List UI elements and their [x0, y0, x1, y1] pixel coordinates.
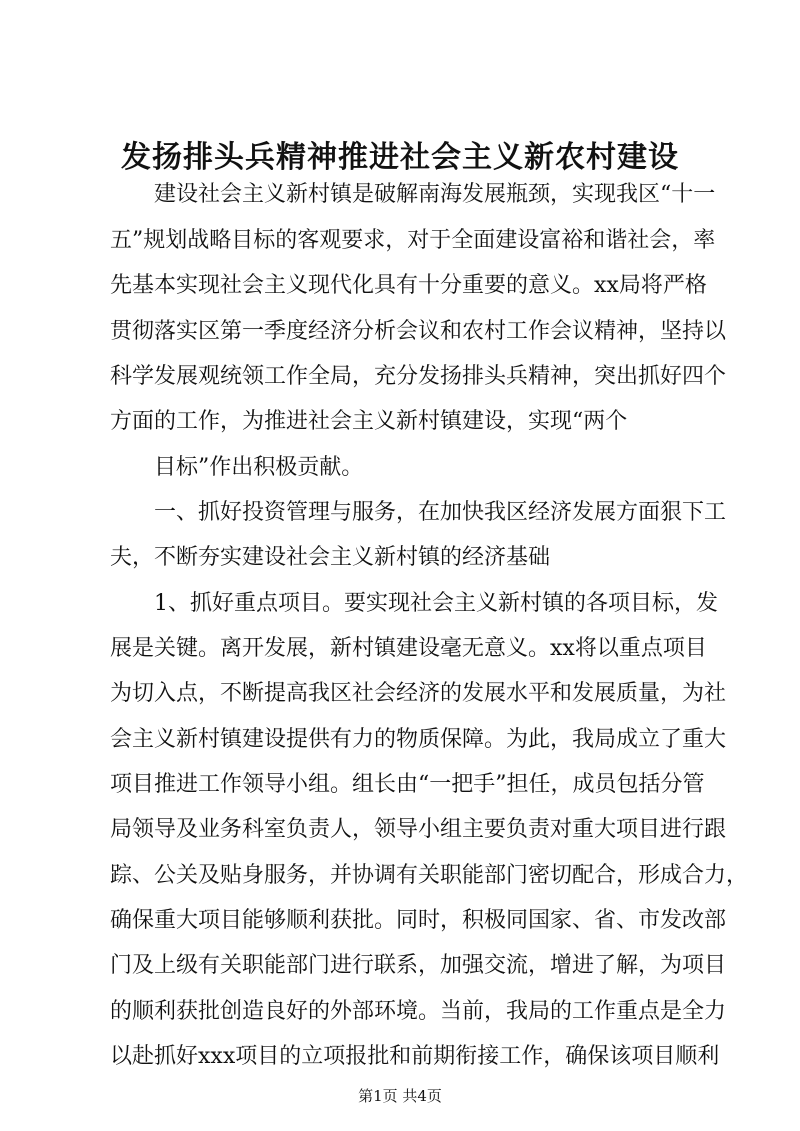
body-line: 会主义新村镇建设提供有力的物质保障。为此，我局成立了重大 [110, 727, 727, 752]
body-line: 夫，不断夯实建设社会主义新村镇的经济基础 [110, 545, 551, 570]
document-title: 发扬排头兵精神推进社会主义新农村建设 [121, 140, 679, 175]
body-line: 的顺利获批创造良好的外部环境。当前，我局的工作重点是全力 [110, 999, 727, 1024]
body-line: 为切入点，不断提高我区社会经济的发展水平和发展质量，为社 [110, 681, 727, 706]
body-line: 门及上级有关职能部门进行联系，加强交流，增进了解，为项目 [110, 953, 727, 978]
body-line: 方面的工作，为推进社会主义新村镇建设，实现“两个 [110, 409, 628, 434]
page-footer: 第1页 共4页 [358, 1087, 442, 1105]
body-line: 踪、公关及贴身服务，并协调有关职能部门密切配合，形成合力， [110, 863, 749, 888]
body-line: 五”规划战略目标的客观要求，对于全面建设富裕和谐社会，率 [110, 228, 716, 253]
body-line: 先基本实现社会主义现代化具有十分重要的意义。xx局将严格 [110, 273, 707, 298]
body-line: 1、抓好重点项目。要实现社会主义新村镇的各项目标，发 [110, 591, 718, 616]
body-line: 展是关键。离开发展，新村镇建设毫无意义。xx将以重点项目 [110, 636, 707, 661]
body-line: 项目推进工作领导小组。组长由“一把手”担任，成员包括分管 [110, 772, 705, 797]
body-line: 建设社会主义新村镇是破解南海发展瓶颈，实现我区“十一 [110, 182, 716, 207]
body-line: 目标”作出积极贡献。 [110, 455, 364, 480]
body-line: 局领导及业务科室负责人，领导小组主要负责对重大项目进行跟 [110, 817, 727, 842]
body-line: 科学发展观统领工作全局，充分发扬排头兵精神，突出抓好四个 [110, 364, 727, 389]
body-line: 一、抓好投资管理与服务，在加快我区经济发展方面狠下工 [110, 500, 727, 525]
body-line: 贯彻落实区第一季度经济分析会议和农村工作会议精神，坚持以 [110, 319, 727, 344]
body-line: 确保重大项目能够顺利获批。同时，积极同国家、省、市发改部 [110, 908, 727, 933]
body-line: 以赴抓好xxx项目的立项报批和前期衔接工作，确保该项目顺利 [110, 1044, 720, 1069]
